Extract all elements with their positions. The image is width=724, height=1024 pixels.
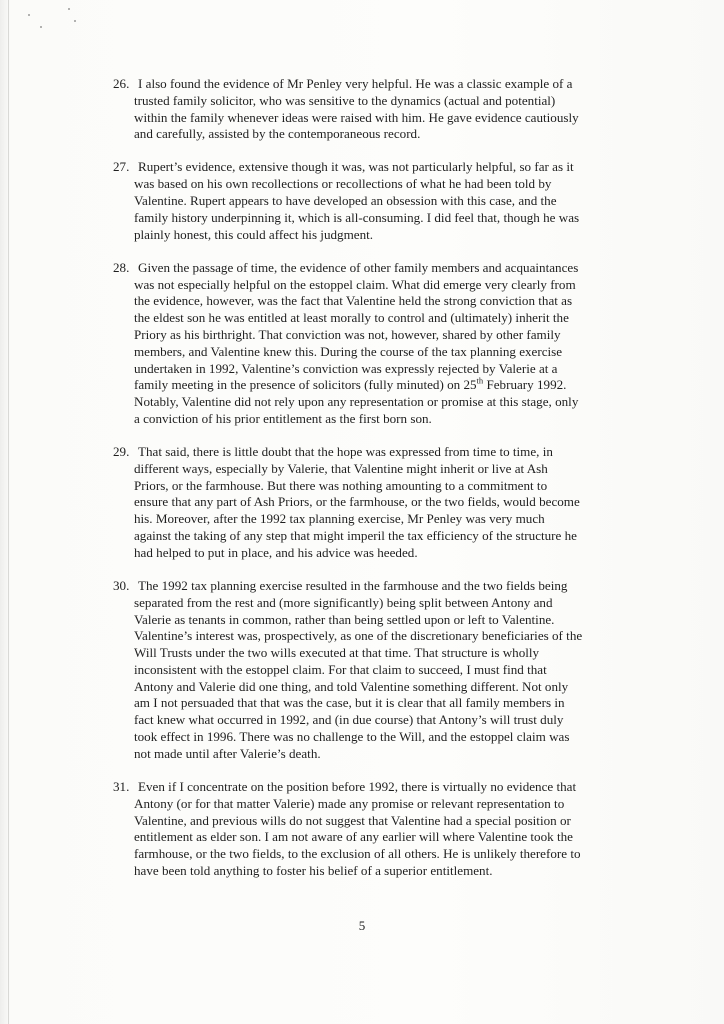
- paragraph-line: Priors, or the farmhouse. But there was nothing amounting to a commitment to: [134, 477, 548, 493]
- scan-edge: [8, 0, 9, 1024]
- paragraph-number: 31.: [113, 778, 130, 794]
- paragraph-line: Antony (or for that matter Valerie) made any promise or relevant representation to: [134, 795, 565, 811]
- paragraph-line: not made until after Valerie’s death.: [134, 745, 321, 761]
- paragraph-number: 29.: [113, 444, 130, 460]
- ordinal-suffix: th: [476, 375, 484, 386]
- paragraph-line: and carefully, assisted by the contemporaneous record.: [134, 126, 421, 142]
- page-number: 5: [358, 918, 366, 933]
- paragraph-line: ensure that any part of Ash Priors, or the farmhouse, or the two fields, would become: [134, 494, 580, 510]
- paragraph-line: Priory as his birthright. That conviction was not, however, shared by other family: [134, 326, 561, 342]
- paragraph-line: Valentine’s interest was, prospectively, as one of the discretionary beneficiaries of the: [134, 628, 583, 644]
- paragraph-number: 26.: [113, 76, 130, 91]
- paragraph-line: I also found the evidence of Mr Penley very helpful. He was a classic example of a: [138, 76, 573, 91]
- paragraph-line: fact knew what occurred in 1992, and (in due course) that Antony’s will trust duly: [134, 712, 564, 728]
- paragraph-line: within the family whenever ideas were raised with him. He gave evidence cautiously: [134, 109, 579, 125]
- date-rest-text: February 1992.: [483, 377, 567, 393]
- paragraph-line: a conviction of his prior entitlement as the first born son.: [134, 410, 432, 426]
- paragraph-line: Even if I concentrate on the position before 1992, there is virtually no evidence that: [138, 778, 577, 794]
- paragraph-line: the evidence, however, was the fact that Valentine held the strong conviction that as: [134, 293, 573, 309]
- paragraph-line: am I not persuaded that that was the case, but it is clear that all family members in: [134, 695, 565, 711]
- paragraph-31: [113, 779, 631, 880]
- paragraph-line: trusted family solicitor, who was sensitive to the dynamics (actual and potential): [134, 92, 556, 108]
- paragraph-number: 27.: [113, 159, 130, 175]
- paragraph-line: Valentine, and previous wills do not suggest that Valentine had a special position or: [134, 812, 571, 828]
- paragraph-line: have been told anything to foster his belief of a superior entitlement.: [134, 862, 493, 878]
- paragraph-number: 28.: [113, 259, 130, 275]
- paragraph-line: Valerie as tenants in common, rather than being settled upon or left to Valentine.: [134, 611, 555, 627]
- date-lead-text: family meeting in the presence of solicitors (fully minuted) on 25: [134, 377, 477, 393]
- paragraph-line: The 1992 tax planning exercise resulted in the farmhouse and the two fields being: [138, 577, 568, 593]
- paragraph-line: undertaken in 1992, Valentine’s conviction was expressly rejected by Valerie at a: [134, 360, 558, 376]
- scan-speck: [68, 8, 70, 10]
- paragraph-line: took effect in 1996. There was no challenge to the Will, and the estoppel claim was: [134, 729, 570, 745]
- paragraph-line: inconsistent with the estoppel claim. For that claim to succeed, I must find that: [134, 661, 547, 677]
- paragraph-line: Rupert’s evidence, extensive though it was, was not particularly helpful, so far as it: [138, 159, 574, 175]
- paragraph-line: separated from the rest and (more significantly) being split between Antony and: [134, 594, 553, 610]
- paragraph-line: his. Moreover, after the 1992 tax planning exercise, Mr Penley was very much: [134, 511, 545, 527]
- paragraph-26: [113, 76, 631, 143]
- scan-speck: [28, 14, 30, 16]
- paragraph-line: Notably, Valentine did not rely upon any representation or promise at this stage, only: [134, 394, 579, 410]
- paragraph-line: farmhouse, or the two fields, to the exclusion of all others. He is unlikely therefore to: [134, 846, 581, 862]
- paragraph-line: plainly honest, this could affect his judgment.: [134, 226, 374, 242]
- document-body: [113, 76, 631, 896]
- paragraph-29: [113, 444, 631, 562]
- paragraph-line: entitlement as elder son. I am not aware of any earlier will where Valentine took the: [134, 829, 573, 845]
- paragraph-28: [113, 260, 631, 428]
- paragraph-line: members, and Valentine knew this. During the course of the tax planning exercise: [134, 343, 563, 359]
- paragraph-line: against the taking of any step that might imperil the tax efficiency of the structure he: [134, 528, 577, 544]
- paragraph-line: was based on his own recollections or recollections of what he had been told by: [134, 176, 552, 192]
- paragraph-line: was not especially helpful on the estoppel claim. What did emerge very clearly from: [134, 276, 576, 292]
- scan-speck: [74, 20, 76, 22]
- paragraph-30: [113, 578, 631, 763]
- paragraph-line: Valentine. Rupert appears to have developed an obsession with this case, and the: [134, 193, 557, 209]
- paragraph-line: Antony and Valerie did one thing, and told Valentine something different. Not only: [134, 678, 569, 694]
- scan-speck: [40, 26, 42, 28]
- paragraph-line: family history underpinning it, which is all-consuming. I did feel that, though he was: [134, 209, 580, 225]
- paragraph-27: [113, 159, 631, 243]
- paragraph-line: Will Trusts under the two wills executed at that time. That structure is wholly: [134, 645, 540, 661]
- paragraph-line: the eldest son he was entitled at least morally to control and (ultimately) inherit the: [134, 310, 569, 326]
- paragraph-line: That said, there is little doubt that the hope was expressed from time to time, in: [138, 444, 553, 460]
- paragraph-number: 30.: [113, 577, 130, 593]
- paragraph-line: had helped to put in place, and his advice was heeded.: [134, 544, 418, 560]
- paragraph-line: different ways, especially by Valerie, that Valentine might inherit or live at Ash: [134, 460, 548, 476]
- paragraph-line: Given the passage of time, the evidence of other family members and acquaintances: [138, 259, 579, 275]
- paragraph-line-with-date: [113, 377, 631, 394]
